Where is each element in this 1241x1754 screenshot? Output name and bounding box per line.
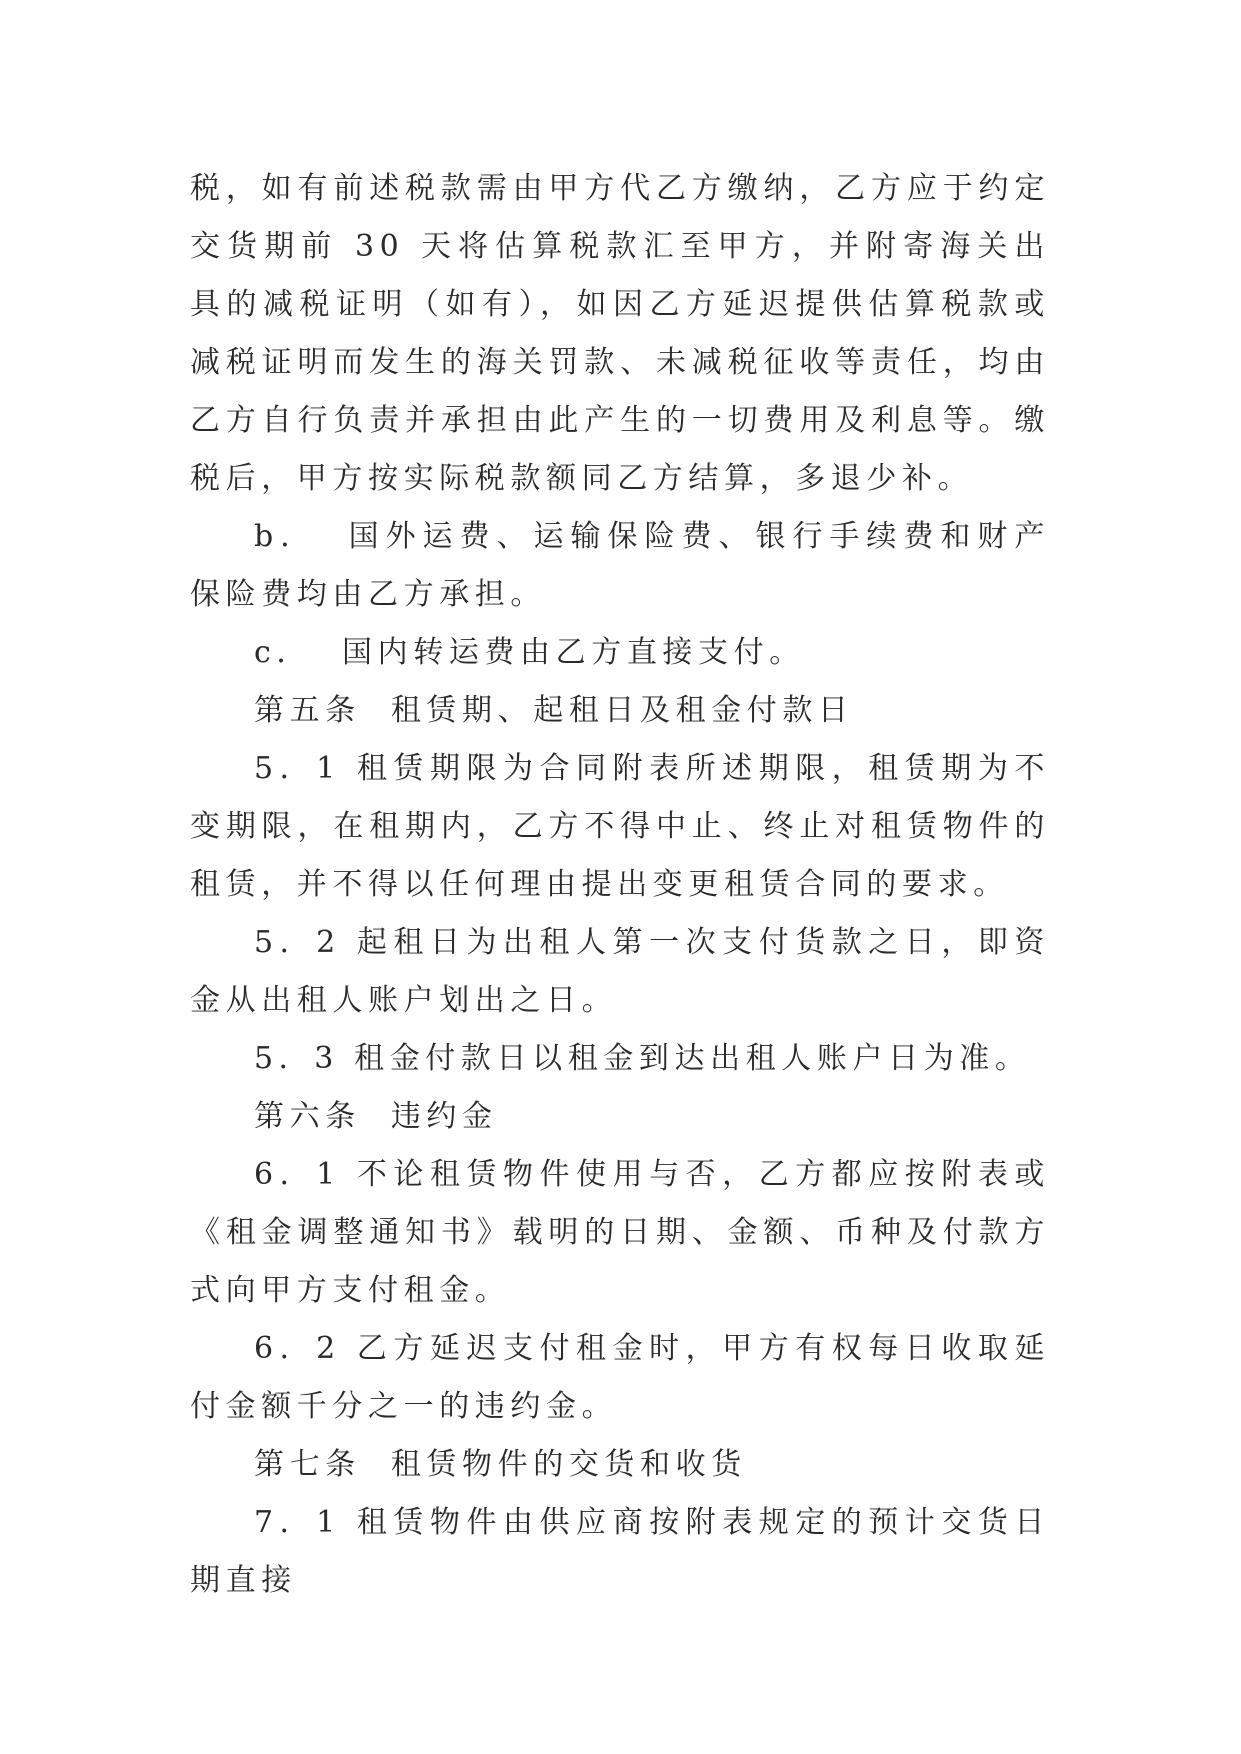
article-5-heading [190, 682, 1050, 740]
clause-text: 5．2 起租日为出租人第一次支付货款之日，即资金从出租人账户划出之日。 [190, 925, 1050, 1018]
paragraph-tax-continuation [190, 160, 1050, 508]
article-number: 第五条 [254, 693, 361, 728]
item-label: b． [254, 519, 318, 554]
clause-5-1 [190, 740, 1050, 914]
clause-text: 5．1 租赁期限为合同附表所述期限，租赁期为不变期限，在租期内，乙方不得中止、终止对租赁物件的租赁，并不得以任何理由提出变更租赁合同的要求。 [190, 751, 1050, 902]
paragraph-item-b [190, 508, 1050, 624]
clause-5-2 [190, 914, 1050, 1030]
clause-text: 5．3 租金付款日以租金到达出租人账户日为准。 [254, 1041, 1031, 1076]
clause-5-3 [190, 1030, 1050, 1088]
paragraph-text: 税，如有前述税款需由甲方代乙方缴纳，乙方应于约定交货期前 30 天将估算税款汇至甲方，并附寄海关出具的减税证明（如有），如因乙方延迟提供估算税款或减税证明而发生的海关罚款、未减税征收等责任，均由乙方自行负责并承担由此产生的一切费用及利息等。缴税后，甲方按实际税款额同乙方结算，多退少补。 [190, 171, 1050, 496]
article-title: 租赁期、起租日及租金付款日 [390, 693, 854, 728]
paragraph-text: 国内转运费由乙方直接支付。 [342, 635, 805, 670]
article-number: 第六条 [254, 1099, 361, 1134]
article-number: 第七条 [254, 1447, 361, 1482]
document-body [190, 160, 1050, 1610]
clause-6-2 [190, 1320, 1050, 1436]
article-7-heading [190, 1436, 1050, 1494]
paragraph-item-c [190, 624, 1050, 682]
paragraph-text: 国外运费、运输保险费、银行手续费和财产保险费均由乙方承担。 [190, 519, 1050, 612]
article-title: 租赁物件的交货和收货 [390, 1447, 747, 1482]
clause-6-1 [190, 1146, 1050, 1320]
clause-text: 7．1 租赁物件由供应商按附表规定的预计交货日期直接 [190, 1505, 1050, 1598]
clause-7-1 [190, 1494, 1050, 1610]
item-label: c． [254, 635, 313, 670]
article-6-heading [190, 1088, 1050, 1146]
clause-text: 6．2 乙方延迟支付租金时，甲方有权每日收取延付金额千分之一的违约金。 [190, 1331, 1050, 1424]
clause-text: 6．1 不论租赁物件使用与否，乙方都应按附表或《租金调整通知书》载明的日期、金额、币种及付款方式向甲方支付租金。 [190, 1157, 1050, 1308]
article-title: 违约金 [390, 1099, 498, 1134]
